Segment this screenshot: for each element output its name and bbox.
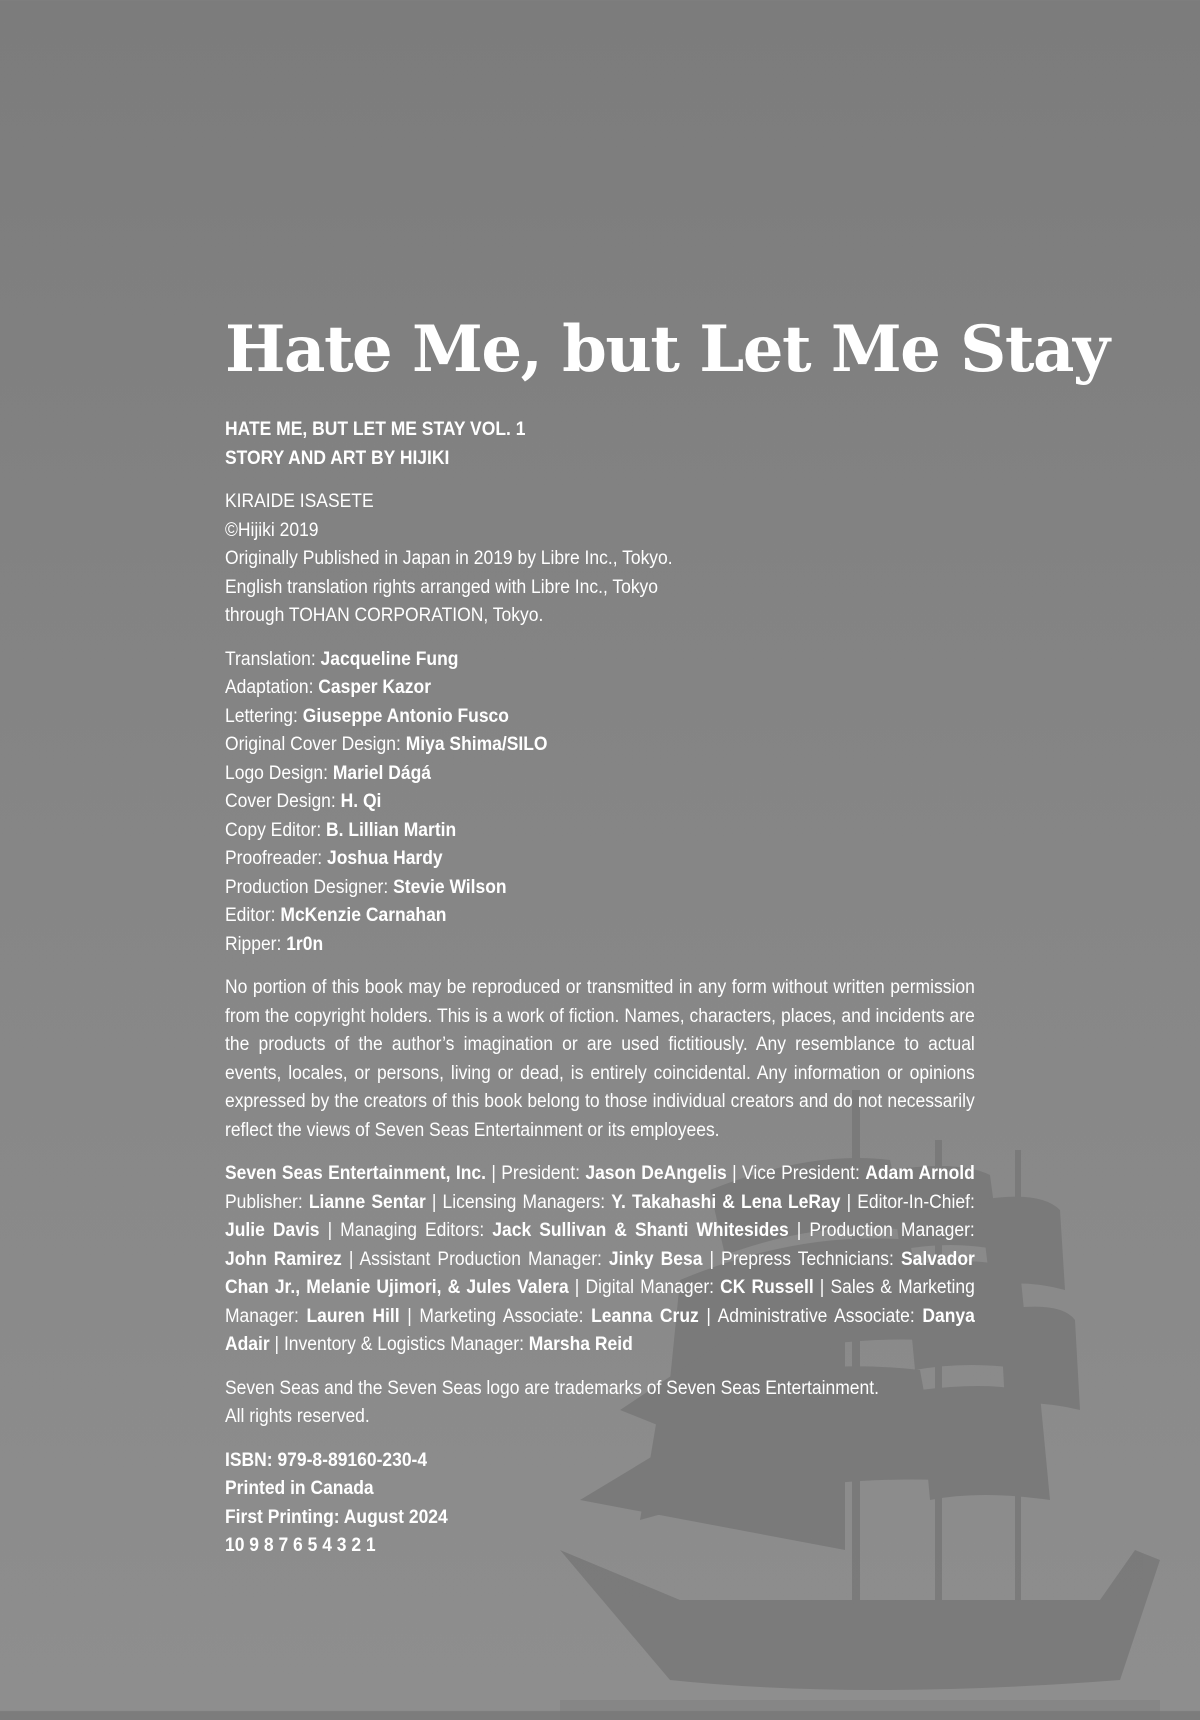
credit-row: Ripper: 1r0n [225, 933, 324, 955]
credit-row: Copy Editor: B. Lillian Martin [225, 819, 457, 841]
original-publication-info [225, 488, 975, 631]
book-heading [225, 416, 975, 473]
credit-row: Editor: McKenzie Carnahan [225, 905, 447, 926]
company-name: Seven Seas Entertainment, Inc. [225, 1163, 486, 1184]
isbn: ISBN: 979-8-89160-230-4 [225, 1449, 428, 1471]
printed-location: Printed in Canada [225, 1478, 374, 1499]
credit-row: Lettering: Giuseppe Antonio Fusco [225, 705, 509, 727]
copyright-page [225, 312, 1109, 1561]
trademark-notice: Seven Seas and the Seven Seas logo are trademarks of Seven Seas Entertainment. All rights reserved. [225, 1377, 879, 1427]
credit-row: Proofreader: Joshua Hardy [225, 848, 443, 869]
credit-row: Logo Design: Mariel Dágá [225, 762, 431, 784]
printing-info [225, 1447, 975, 1561]
publisher-staff: Seven Seas Entertainment, Inc. | President: Jason DeAngelis | Vice President: Adam Arnold Publisher: Lianne Sentar | Licensing Managers: Y. Takahashi & Lena LeRay | Editor-In-Chief: Julie Davis | Managing Editors: Jack Sullivan & Shanti Whitesides | Production Manager: John Ramirez | Assistant Production Manager: Jinky Besa | Prepress Technicians: Salvador Chan Jr., Melanie Ujimori, & Jules Valera | Digital Manager: CK Russell | Sales & Marketing Manager: Lauren Hill | Marketing Associate: Leanna Cruz | Administrative Associate: Danya Adair | Inventory & Logistics Manager: Marsha Reid [225, 1163, 975, 1355]
credits-list [225, 646, 975, 960]
volume-title: HATE ME, BUT LET ME STAY VOL. 1 [225, 419, 526, 440]
legal-disclaimer: No portion of this book may be reproduced or transmitted in any form without written permission from the copyright holders. This is a work of fiction. Names, characters, places, and incidents are the products of the author’s imagination or are used fictitiously. Any resemblance to actual events, locales, or persons, living or dead, is entirely coincidental. Any information or opinions expressed by the creators of this book belong to those individual creators and do not necessarily reflect the views of Seven Seas Entertainment or its employees. [225, 977, 975, 1141]
credit-row: Original Cover Design: Miya Shima/SILO [225, 734, 548, 755]
original-title: KIRAIDE ISASETE [225, 491, 374, 512]
rights-agency-line: through TOHAN CORPORATION, Tokyo. [225, 605, 544, 626]
credit-row: Translation: Jacqueline Fung [225, 648, 459, 670]
copyright-line: ©Hijiki 2019 [225, 519, 319, 541]
series-logo: Hate Me, but Let Me Stay [225, 312, 1109, 387]
printer-key: 10 9 8 7 6 5 4 3 2 1 [225, 1535, 376, 1556]
credit-row: Adaptation: Casper Kazor [225, 677, 432, 698]
first-printing: First Printing: August 2024 [225, 1506, 448, 1528]
rights-line: English translation rights arranged with Libre Inc., Tokyo [225, 576, 659, 598]
credit-row: Production Designer: Stevie Wilson [225, 876, 507, 898]
author-credit: STORY AND ART BY HIJIKI [225, 447, 450, 469]
credit-row: Cover Design: H. Qi [225, 791, 382, 812]
publication-line: Originally Published in Japan in 2019 by Libre Inc., Tokyo. [225, 548, 673, 569]
